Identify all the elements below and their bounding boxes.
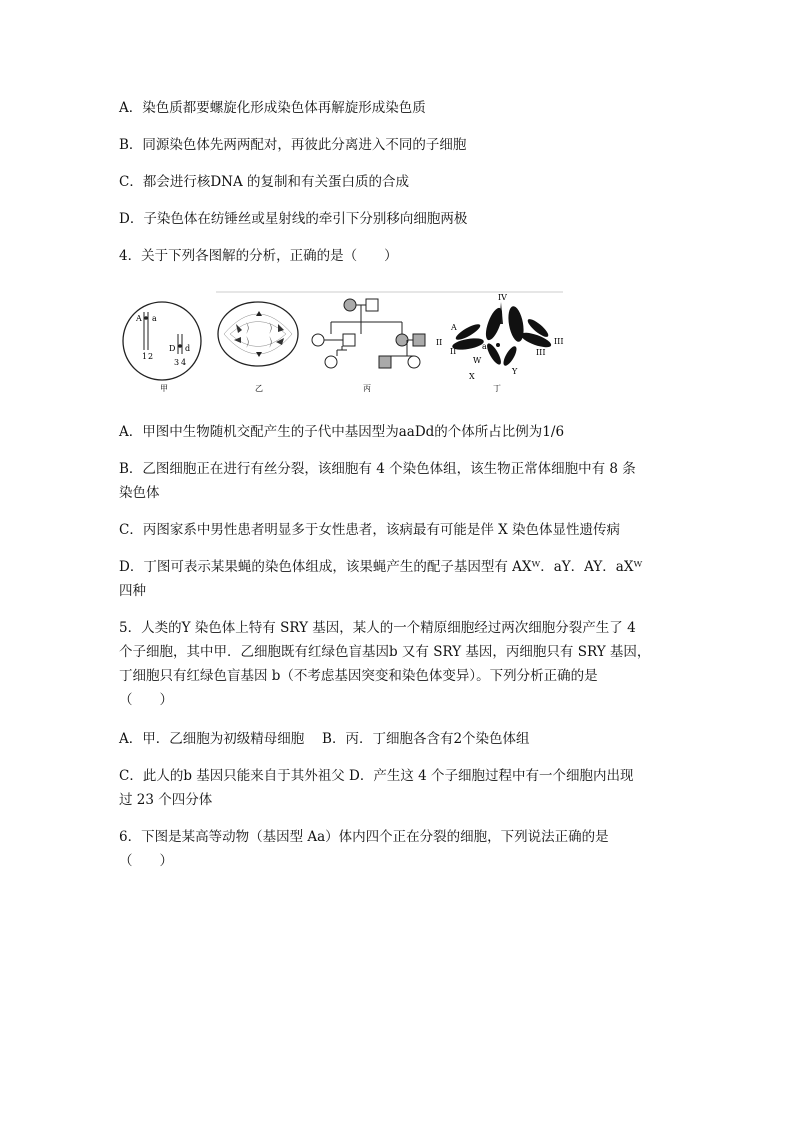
ding-label-X: X xyxy=(469,372,475,381)
q3-option-b: B．同源染色体先两两配对，再彼此分离进入不同的子细胞 xyxy=(119,137,467,153)
q6-stem-line1: 6．下图是某高等动物（基因型 Aa）体内四个正在分裂的细胞，下列说法正确的是 xyxy=(119,829,609,845)
ding-label-II-left2: II xyxy=(450,347,457,356)
q5-stem-line3: 丁细胞只有红绿色盲基因 b（不考虑基因突变和染色体变异）。下列分析正确的是 xyxy=(119,668,598,684)
q4-option-b-line2: 染色体 xyxy=(119,485,160,501)
caption-yi: 乙 xyxy=(255,384,263,393)
ding-label-III-right: III xyxy=(554,337,564,346)
q3-option-a: A．染色质都要螺旋化形成染色体再解旋形成染色质 xyxy=(119,100,426,116)
jia-num-1: 1 xyxy=(142,352,148,361)
ding-label-a: a xyxy=(482,342,487,351)
ding-label-A: A xyxy=(451,323,457,332)
q4-option-a: A．甲图中生物随机交配产生的子代中基因型为aaDd的个体所占比例为1/6 xyxy=(119,424,565,440)
jia-label-a: a xyxy=(152,314,157,323)
q3-option-d: D．子染色体在纺锤丝或星射线的牵引下分别移向细胞两极 xyxy=(119,211,468,227)
jia-num-3: 3 xyxy=(174,358,180,367)
q4-figure xyxy=(118,284,568,400)
q3-option-c: C．都会进行核DNA 的复制和有关蛋白质的合成 xyxy=(119,174,410,190)
q5-options-cd-line1: C．此人的b 基因只能来自于其外祖父 D．产生这 4 个子细胞过程中有一个细胞内出现 xyxy=(119,768,634,784)
q6-stem-line2: （ ） xyxy=(119,853,173,869)
q5-stem-line4: （ ） xyxy=(119,692,173,708)
figure-bing-pedigree xyxy=(312,299,425,393)
ding-label-III-right2: III xyxy=(536,348,546,357)
q4-option-b-line1: B．乙图细胞正在进行有丝分裂，该细胞有 4 个染色体组，该生物正常体细胞中有 8 条 xyxy=(119,461,636,477)
q4-option-d-line1: D．丁图可表示某果蝇的染色体组成，该果蝇产生的配子基因型有 AXᵂ．aY．AY．aXᵂ xyxy=(119,559,643,575)
jia-label-d: d xyxy=(185,344,191,353)
q5-options-cd-line2: 过 23 个四分体 xyxy=(119,792,213,808)
q4-option-c: C．丙图家系中男性患者明显多于女性患者，该病最有可能是伴 X 染色体显性遗传病 xyxy=(119,522,621,538)
jia-label-A: A xyxy=(136,314,142,323)
ding-label-II-left: II xyxy=(436,338,443,347)
figure-ding-karyotype xyxy=(436,293,563,393)
q4-stem: 4．关于下列各图解的分析，正确的是（ ） xyxy=(119,248,398,264)
caption-jia: 甲 xyxy=(160,384,168,393)
q5-stem-line2: 个子细胞，其中甲．乙细胞既有红绿色盲基因b 又有 SRY 基因，丙细胞只有 SRY 基因， xyxy=(119,644,651,660)
ding-label-IV: IV xyxy=(498,293,507,302)
jia-num-4: 4 xyxy=(181,358,187,367)
q4-option-d-line2: 四种 xyxy=(119,583,146,599)
figure-yi-cell xyxy=(218,302,298,393)
ding-label-W: W xyxy=(473,356,482,365)
ding-label-Y: Y xyxy=(512,367,518,376)
caption-ding: 丁 xyxy=(493,384,501,393)
caption-bing: 丙 xyxy=(363,384,371,393)
jia-label-D: D xyxy=(169,344,176,353)
figure-jia-cell xyxy=(123,302,201,393)
q5-options-ab: A．甲．乙细胞为初级精母细胞 B．丙．丁细胞各含有2个染色体组 xyxy=(119,731,530,747)
jia-num-2: 2 xyxy=(148,352,154,361)
q5-stem-line1: 5．人类的Y 染色体上特有 SRY 基因，某人的一个精原细胞经过两次细胞分裂产生了 4 xyxy=(119,620,636,636)
